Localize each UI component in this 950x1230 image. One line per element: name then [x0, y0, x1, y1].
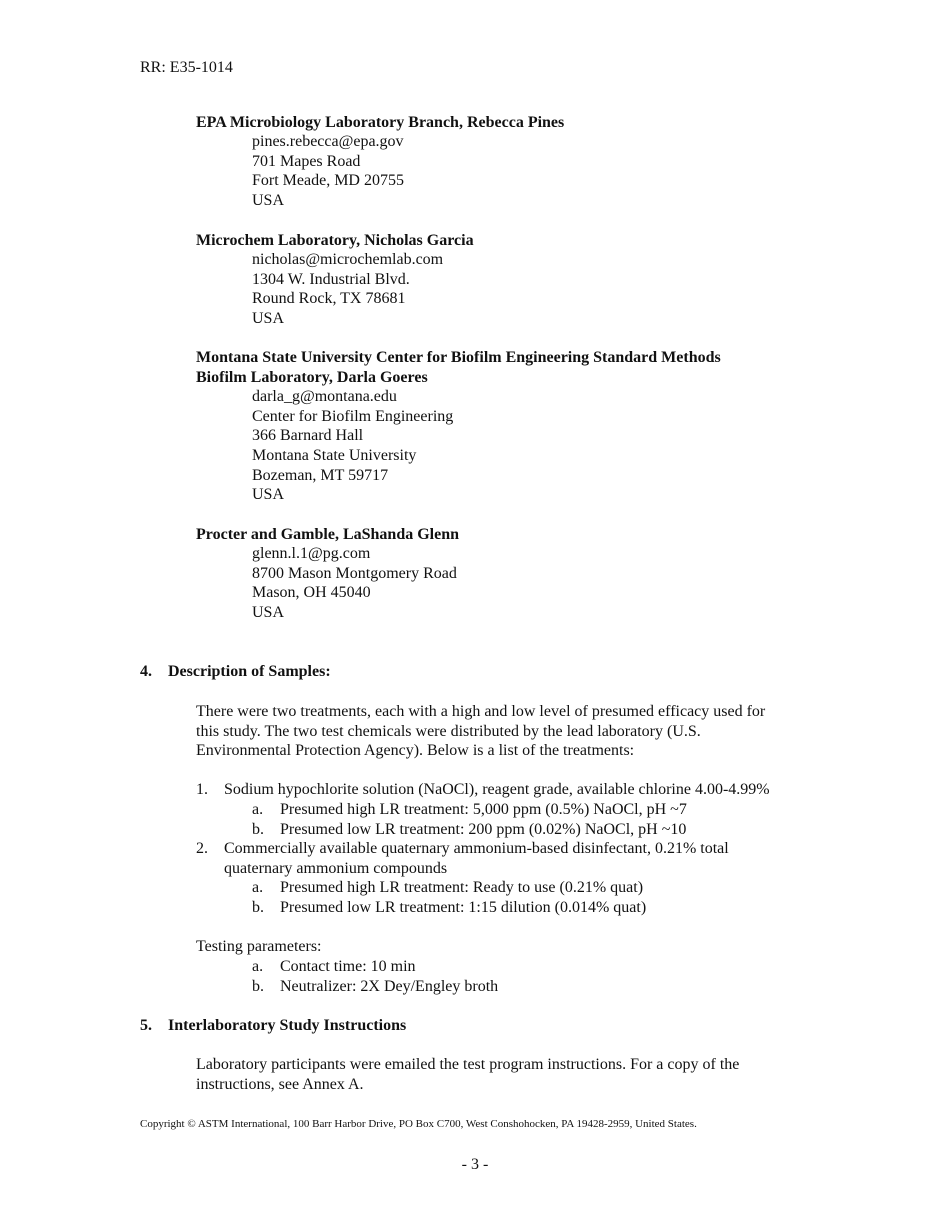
lab-address-pg	[252, 544, 457, 623]
copyright-notice: Copyright © ASTM International, 100 Barr Harbor Drive, PO Box C700, West Conshohocken, PA 19428-2959, United States.	[140, 1118, 697, 1130]
paragraph-line: this study. The two test chemicals were distributed by the lead laboratory (U.S.	[196, 722, 701, 740]
sub-item-letter: a.	[252, 801, 264, 818]
sub-item-letter: b.	[252, 821, 264, 838]
list-item-text	[224, 839, 729, 878]
list-item-line: Commercially available quaternary ammonium-based disinfectant, 0.21% total	[224, 840, 729, 857]
address-line: nicholas@microchemlab.com	[252, 251, 444, 268]
sub-item-letter: a.	[252, 879, 264, 896]
sub-item-text: Neutralizer: 2X Dey/Engley broth	[280, 978, 499, 995]
section-5-title: Interlaboratory Study Instructions	[168, 1017, 407, 1034]
sub-item-letter: b.	[252, 978, 264, 995]
list-item-line: quaternary ammonium compounds	[224, 859, 448, 877]
sub-item-letter: a.	[252, 958, 264, 975]
section-5-number: 5.	[140, 1017, 152, 1034]
sub-item-text: Presumed low LR treatment: 200 ppm (0.02%) NaOCl, pH ~10	[280, 821, 687, 838]
sub-item-text: Presumed high LR treatment: 5,000 ppm (0.5%) NaOCl, pH ~7	[280, 801, 687, 818]
lab-name-epa: EPA Microbiology Laboratory Branch, Rebecca Pines	[196, 114, 565, 131]
report-id: RR: E35-1014	[140, 59, 233, 76]
section-4-intro	[196, 702, 765, 761]
lab-name-line: Montana State University Center for Biofilm Engineering Standard Methods	[196, 349, 721, 366]
section-4-number: 4.	[140, 663, 152, 680]
address-line: Bozeman, MT 59717	[252, 466, 389, 484]
address-line: 8700 Mason Montgomery Road	[252, 564, 457, 582]
address-line: Center for Biofilm Engineering	[252, 407, 454, 425]
page-number: - 3 -	[461, 1156, 489, 1173]
sub-item-text: Contact time: 10 min	[280, 958, 416, 975]
address-line: USA	[252, 486, 285, 504]
address-line: 366 Barnard Hall	[252, 427, 364, 445]
lab-name-pg: Procter and Gamble, LaShanda Glenn	[196, 526, 459, 543]
sub-item-text: Presumed high LR treatment: Ready to use (0.21% quat)	[280, 879, 644, 896]
address-line: USA	[252, 192, 285, 210]
lab-name-microchem: Microchem Laboratory, Nicholas Garcia	[196, 232, 474, 249]
list-item-text: Sodium hypochlorite solution (NaOCl), reagent grade, available chlorine 4.00-4.99%	[224, 781, 770, 798]
address-line: darla_g@montana.edu	[252, 388, 397, 405]
list-item-number: 2.	[196, 840, 208, 857]
address-line: Montana State University	[252, 447, 417, 465]
address-line: Round Rock, TX 78681	[252, 290, 406, 308]
paragraph-line: Environmental Protection Agency). Below is a list of the treatments:	[196, 742, 635, 760]
sub-item-letter: b.	[252, 899, 264, 916]
list-item-number: 1.	[196, 781, 208, 798]
sub-item-text: Presumed low LR treatment: 1:15 dilution (0.014% quat)	[280, 899, 647, 916]
lab-name-line: Biofilm Laboratory, Darla Goeres	[196, 368, 428, 386]
address-line: pines.rebecca@epa.gov	[252, 133, 404, 150]
address-line: USA	[252, 310, 285, 328]
lab-name-montana	[196, 348, 721, 387]
address-line: 701 Mapes Road	[252, 152, 361, 170]
address-line: 1304 W. Industrial Blvd.	[252, 270, 410, 288]
paragraph-line: There were two treatments, each with a high and low level of presumed efficacy used for	[196, 703, 766, 720]
testing-label: Testing parameters:	[196, 938, 322, 955]
section-4-title: Description of Samples:	[168, 663, 331, 680]
address-line: USA	[252, 604, 285, 622]
section-5-body	[196, 1055, 739, 1094]
paragraph-line: Laboratory participants were emailed the test program instructions. For a copy of the	[196, 1056, 740, 1073]
lab-address-epa	[252, 132, 404, 211]
address-line: Fort Meade, MD 20755	[252, 172, 404, 190]
address-line: Mason, OH 45040	[252, 584, 371, 602]
paragraph-line: instructions, see Annex A.	[196, 1075, 364, 1093]
address-line: glenn.l.1@pg.com	[252, 545, 371, 562]
lab-address-montana	[252, 387, 453, 505]
lab-address-microchem	[252, 250, 443, 329]
